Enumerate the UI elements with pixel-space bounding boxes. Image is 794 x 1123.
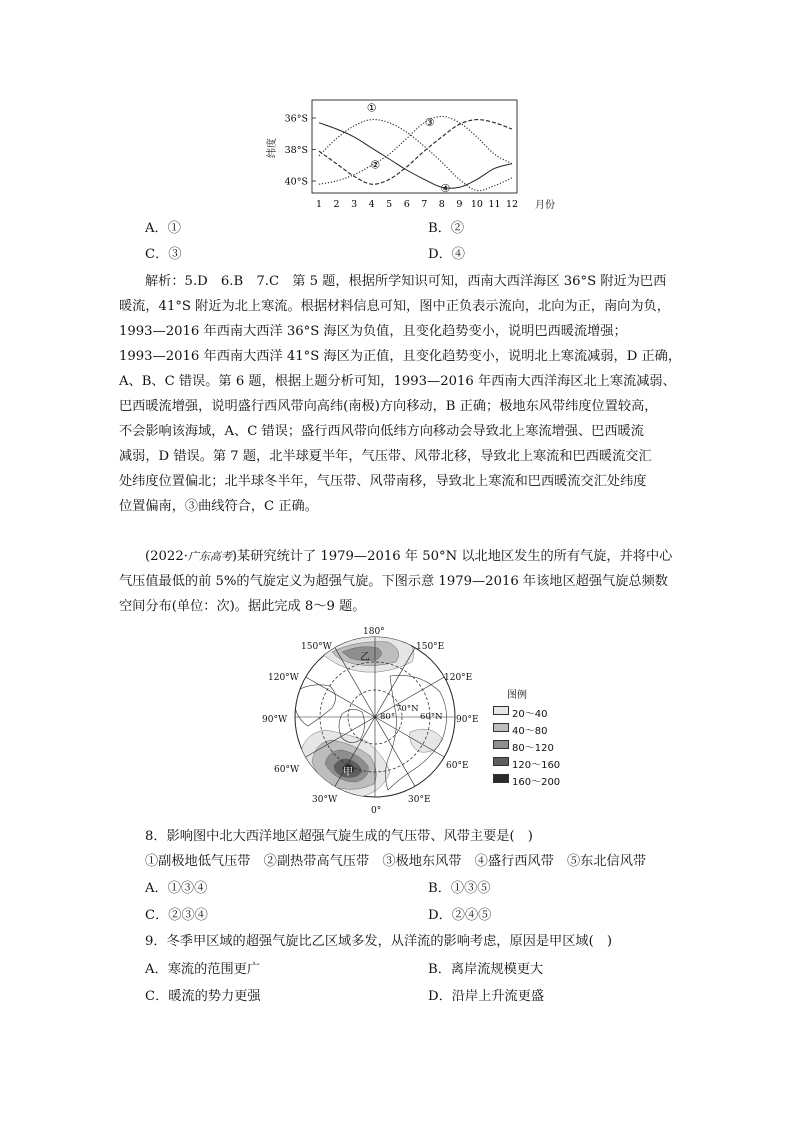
intro-source: 广东高考 bbox=[187, 550, 232, 563]
intro-source-prefix: (2022· bbox=[145, 549, 188, 564]
analysis-line-8: 减弱，D 错误。第 7 题，北半球夏半年，气压带、风带北移，导致北上寒流和巴西暖流交汇 bbox=[119, 449, 652, 464]
chart-xtick-label: 7 bbox=[421, 199, 428, 210]
legend-label: 160～200 bbox=[512, 777, 561, 788]
analysis-line-7: 不会影响该海域，A、C 错误；盛行西风带向低纬方向移动会导致北上寒流增强、巴西暖流 bbox=[119, 424, 644, 439]
q7-option-d: D．④ bbox=[428, 247, 465, 262]
chart-xtick-label: 3 bbox=[351, 199, 358, 210]
intro-line-1 bbox=[145, 548, 685, 566]
chart-xtick-label: 11 bbox=[488, 199, 501, 210]
map-label-lat60: 60°N bbox=[420, 712, 443, 722]
map-label-lat80: 80° bbox=[380, 712, 396, 722]
q7-option-b: B．② bbox=[428, 221, 465, 236]
chart-xlabel: 月份 bbox=[535, 200, 555, 211]
map-label-60w: 60°W bbox=[274, 765, 300, 775]
q8-stem: 8．影响图中北大西洋地区超强气旋生成的气压带、风带主要是( ) bbox=[145, 829, 533, 844]
analysis-line-4: 1993—2016 年西南大西洋 41°S 海区为正值，且变化趋势变小，说明北上寒流减弱，D 正确， bbox=[119, 349, 682, 364]
map-label-60e: 60°E bbox=[446, 761, 469, 771]
q9-option-b: B．离岸流规模更大 bbox=[428, 962, 544, 977]
legend-label: 40～80 bbox=[512, 726, 548, 737]
chart-xtick-label: 10 bbox=[470, 199, 483, 210]
map-label-150e: 150°E bbox=[416, 642, 445, 652]
map-label-90w: 90°W bbox=[262, 715, 288, 725]
map-label-0: 0° bbox=[371, 806, 382, 816]
legend-label: 20～40 bbox=[512, 709, 548, 720]
analysis-line-10: 位置偏南，③曲线符合，C 正确。 bbox=[119, 499, 318, 514]
q7-option-a: A．① bbox=[145, 221, 181, 236]
q8-option-d: D．②④⑤ bbox=[428, 908, 492, 923]
chart-curve-label-2: ② bbox=[370, 158, 381, 172]
chart-xtick-label: 6 bbox=[403, 199, 410, 210]
q8-option-b: B．①③⑤ bbox=[428, 881, 491, 896]
map-region-jia: 甲 bbox=[343, 767, 353, 778]
chart-ylabel: 纬度 bbox=[267, 138, 278, 158]
q9-option-a: A．寒流的范围更广 bbox=[145, 962, 261, 977]
legend-swatch bbox=[493, 740, 509, 749]
chart-series-line-4 bbox=[319, 123, 512, 189]
map-label-90e: 90°E bbox=[456, 715, 479, 725]
map-label-30w: 30°W bbox=[312, 795, 338, 805]
chart-curve-label-1: ① bbox=[366, 101, 377, 115]
q7-option-c: C．③ bbox=[145, 247, 182, 262]
chart-curve-label-4: ④ bbox=[440, 182, 451, 196]
q8-option-c: C．②③④ bbox=[145, 908, 208, 923]
q8-items: ①副极地低气压带 ②副热带高气压带 ③极地东风带 ④盛行西风带 ⑤东北信风带 bbox=[145, 854, 647, 869]
intro-line-1-rest: )某研究统计了 1979—2016 年 50°N 以北地区发生的所有气旋，并将中心 bbox=[231, 549, 673, 564]
analysis-line-3: 1993—2016 年西南大西洋 36°S 海区为负值，且变化趋势变小，说明巴西暖流增强； bbox=[119, 324, 627, 339]
analysis-line-5: A、B、C 错误。第 6 题，根据上题分析可知，1993—2016 年西南大西洋海区北上寒流减弱、 bbox=[119, 374, 676, 389]
latitude-line-chart bbox=[262, 96, 562, 214]
chart-ytick-label: 38°S bbox=[284, 145, 308, 156]
legend-swatch bbox=[493, 757, 509, 766]
q9-option-d: D．沿岸上升流更盛 bbox=[428, 989, 545, 1004]
chart-ytick-label: 36°S bbox=[284, 113, 308, 125]
chart-curve-label-3: ③ bbox=[424, 115, 435, 129]
chart-series-line-1 bbox=[319, 120, 512, 191]
chart-xtick-label: 9 bbox=[456, 199, 463, 210]
chart-xtick-label: 8 bbox=[438, 199, 445, 210]
intro-line-2: 气压值最低的前 5%的气旋定义为超强气旋。下图示意 1979—2016 年该地区超强气旋总频数 bbox=[119, 574, 668, 589]
map-label-lat70: 70°N bbox=[396, 704, 419, 714]
chart-xtick-label: 12 bbox=[505, 199, 519, 210]
map-label-30e: 30°E bbox=[408, 795, 431, 805]
legend-swatch bbox=[493, 774, 509, 783]
legend-label: 80～120 bbox=[512, 743, 554, 754]
chart-xtick-label: 4 bbox=[368, 199, 375, 210]
q9-stem: 9．冬季甲区域的超强气旋比乙区域多发，从洋流的影响考虑，原因是甲区域( ) bbox=[145, 934, 613, 949]
legend-swatch bbox=[493, 706, 509, 715]
intro-line-3: 空间分布(单位：次)。据此完成 8～9 题。 bbox=[119, 599, 366, 614]
polar-cyclone-map bbox=[262, 622, 490, 818]
map-label-120e: 120°E bbox=[444, 673, 473, 683]
legend-swatch bbox=[493, 723, 509, 732]
legend-label: 120～160 bbox=[512, 760, 561, 771]
q8-option-a: A．①③④ bbox=[145, 881, 208, 896]
map-label-120w: 120°W bbox=[268, 673, 299, 683]
map-label-180: 180° bbox=[363, 627, 385, 637]
q9-option-c: C．暖流的势力更强 bbox=[145, 989, 261, 1004]
map-region-yi: 乙 bbox=[360, 652, 370, 663]
analysis-line-6: 巴西暖流增强，说明盛行西风带向高纬(南极)方向移动，B 正确；极地东风带纬度位置较高， bbox=[119, 399, 658, 414]
chart-series-line-3 bbox=[319, 116, 512, 184]
analysis-line-1: 解析：5.D 6.B 7.C 第 5 题，根据所学知识可知，西南大西洋海区 36°S 附近为巴西 bbox=[145, 274, 667, 289]
map-label-150w: 150°W bbox=[301, 642, 332, 652]
chart-xtick-label: 1 bbox=[315, 199, 323, 210]
analysis-line-2: 暖流，41°S 附近为北上寒流。根据材料信息可知，图中正负表示流向，北向为正，南向为负， bbox=[119, 299, 670, 314]
chart-xtick-label: 5 bbox=[386, 199, 393, 210]
chart-ytick-label: 40°S bbox=[284, 176, 308, 188]
analysis-line-9: 处纬度位置偏北；北半球冬半年，气压带、风带南移，导致北上寒流和巴西暖流交汇处纬度 bbox=[119, 474, 647, 489]
chart-xtick-label: 2 bbox=[333, 199, 340, 210]
legend-title: 图例 bbox=[507, 690, 527, 701]
